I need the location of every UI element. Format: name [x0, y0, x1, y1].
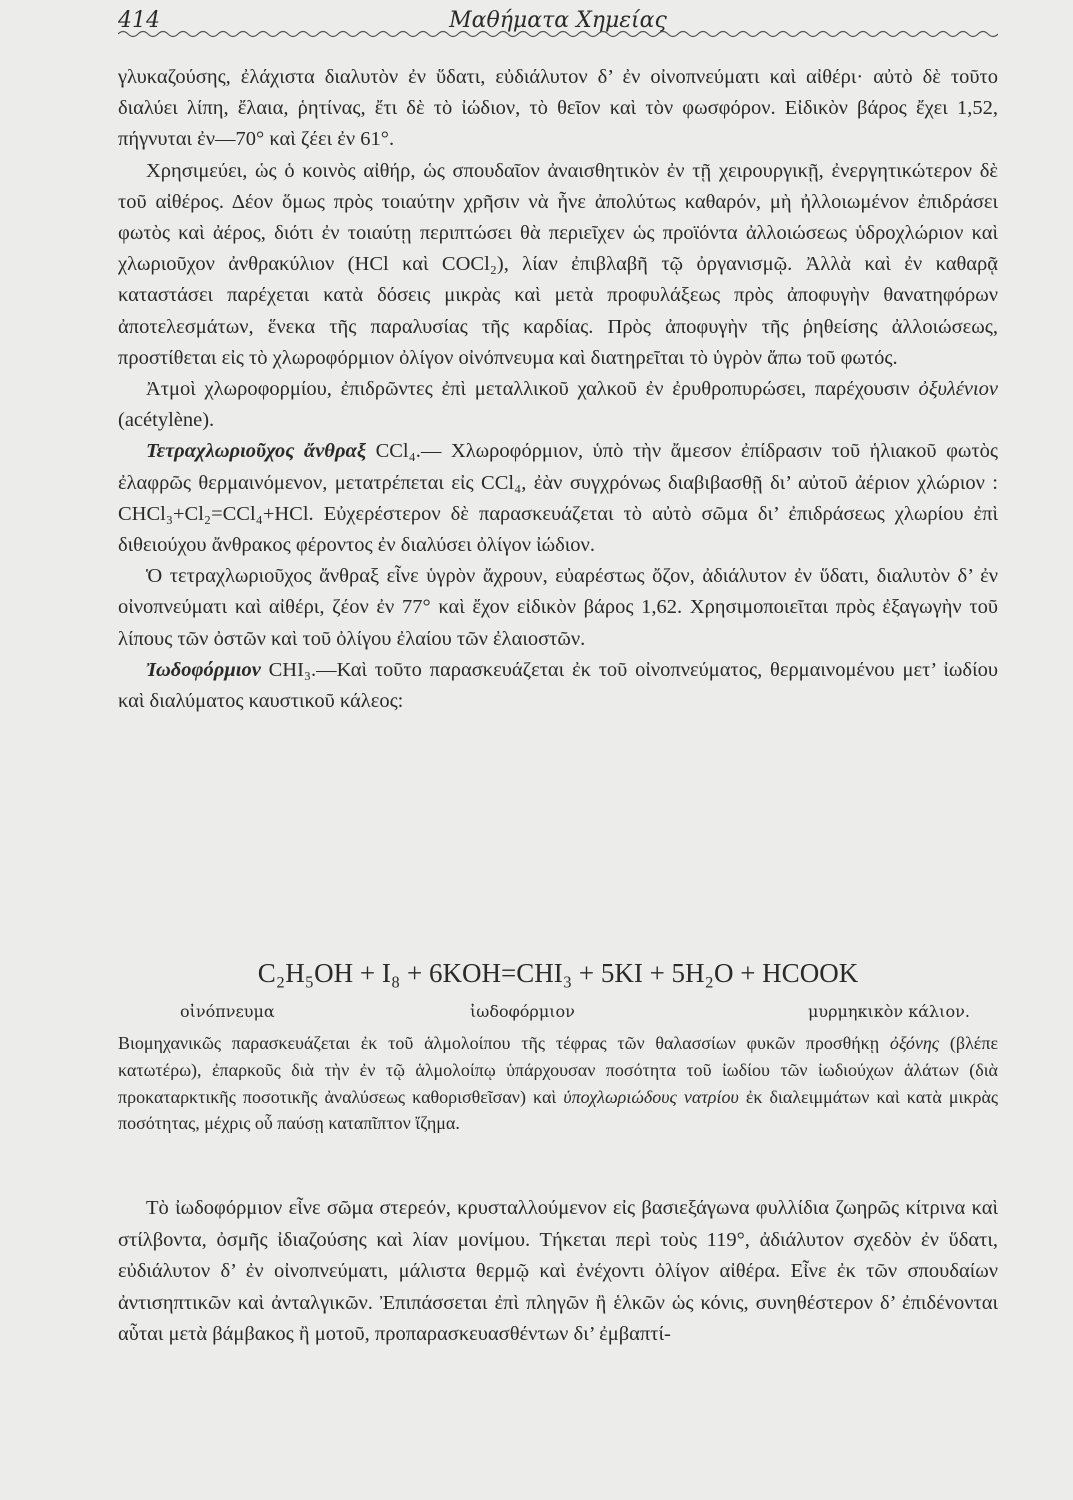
paragraph	[118, 436, 998, 561]
small-print-text	[118, 1030, 998, 1137]
paragraph	[118, 655, 998, 717]
header-rule	[118, 28, 998, 40]
italic-term: ὀξόνης	[889, 1033, 940, 1053]
main-text	[118, 62, 998, 717]
paragraph-text: Βιομηχανικῶς παρασκευάζεται ἐκ τοῦ ἁλμολοίπου τῆς τέφρας τῶν θαλασσίων φυκῶν προσθήκῃ	[118, 1033, 880, 1053]
chemical-equation: C₂H₅OH + I₈ + 6KOH=CHI₃ + 5KI + 5H₂O + HCOOK	[257, 958, 859, 988]
paragraph	[118, 374, 998, 436]
paragraph: Τὸ ἰωδοφόρμιον εἶνε σῶμα στερεόν, κρυσταλλούμενον εἰς βασιεξάγωνα φυλλίδια ζωηρῶς κίτρινα καὶ στίλβοντα, ὀσμῆς ἰδιαζούσης καὶ λίαν μονίμου. Τήκεται περὶ τοὺς 119°, ἀδιάλυτον σχεδὸν ἐν ὕδατι, εὐδιάλυτον δ’ ἐν οἰνοπνεύματι, μάλιστα θερμῷ καὶ ἐνέχοντι ὀλίγον αἰθέρα. Εἶνε ἐκ τῶν σπουδαίων ἀντισηπτικῶν καὶ ἀνταλγικῶν. Ἐπιπάσσεται ἐπὶ πληγῶν ἢ ἑλκῶν ὡς κόνις, συνηθέστερον δ’ ἐπιδένονται αὗται μετὰ βάμβακος ἢ μοτοῦ, προπαρασκευασθέντων δι’ ἐμβαπτί-	[118, 1197, 998, 1345]
paragraph-text: (acétylène).	[118, 409, 215, 432]
paragraph	[118, 1030, 998, 1137]
paragraph-text: CCl₄.— Χλωροφόρμιον, ὑπὸ τὴν ἄμεσον ἐπίδρασιν τοῦ ἡλιακοῦ φωτὸς ἐλαφρῶς θερμαινόμενον, μετατρέπεται εἰς CCl₄, ἐὰν συγχρόνως διαβιβασθῇ δι’ αὐτοῦ ἀέριον χλώριον : CHCl₃+Cl₂=CCl₄+HCl. Εὐχερέστερον δὲ παρασκευάζεται τὸ αὐτὸ σῶμα δι’ ἐπιδράσεως χλωρίου ἐπὶ διθειούχου ἄνθρακος φέροντος ἐν διαλύσει ὀλίγον ἰώδιον.	[118, 440, 998, 557]
paragraph: Χρησιμεύει, ὡς ὁ κοινὸς αἰθήρ, ὡς σπουδαῖον ἀναισθητικὸν ἐν τῇ χειρουργικῇ, ἐνεργητικώτερον δὲ τοῦ αἰθέρος. Δέον ὅμως πρὸς τοιαύτην χρῆσιν νὰ ἦνε ἀπολύτως καθαρόν, μὴ ἠλλοιωμένον ἐπιδράσει φωτὸς καὶ ἀέρος, διότι ἐν τοιαύτῃ περιπτώσει θὰ περιεῖχεν ὡς προϊόντα ἀλλοιώσεως ὑδροχλώριον καὶ χλωριοῦχον ἀνθρακύλιον (HCl καὶ COCl₂), λίαν ἐπιβλαβῆ τῷ ὀργανισμῷ. Ἀλλὰ καὶ ἐν καθαρᾷ καταστάσει παρέχεται κατὰ δόσεις μικρὰς καὶ μετὰ προφυλάξεως πρὸς ἀποφυγὴν θανατηφόρων ἀποτελεσμάτων, ἕνεκα τῆς παραλυσίας τῆς καρδίας. Πρὸς ἀποφυγὴν τῆς ῥηθείσης ἀλλοιώσεως, προστίθεται εἰς τὸ χλωροφόρμιον ὀλίγον οἰνόπνευμα καὶ διατηρεῖται τὸ ὑγρὸν ἄπω τοῦ φωτός.	[118, 159, 998, 369]
running-title: Μαθήματα Χημείας	[449, 8, 667, 33]
paragraph: Ὁ τετραχλωριοῦχος ἄνθραξ εἶνε ὑγρὸν ἄχρουν, εὐαρέστως ὄζον, ἀδιάλυτον ἐν ὕδατι, διαλυτὸν δ’ ἐν οἰνοπνεύματι καὶ αἰθέρι, ζέον ἐν 77° καὶ ἔχον εἰδικὸν βάρος 1,62. Χρησιμοποιεῖται πρὸς ἐξαγωγὴν τοῦ λίπους τῶν ὀστῶν καὶ τοῦ ὀλίγου ἐλαίου τῶν ἐλαιοστῶν.	[118, 565, 998, 650]
equation-labels	[118, 1002, 998, 1026]
equation-label: οἰνόπνευμα	[180, 1002, 275, 1021]
paragraph: γλυκαζούσης, ἐλάχιστα διαλυτὸν ἐν ὕδατι, εὐδιάλυτον δ’ ἐν οἰνοπνεύματι καὶ αἰθέρι· αὐτὸ δὲ τοῦτο διαλύει λίπη, ἔλαια, ῥητίνας, ἔτι δὲ τὸ ἰώδιον, τὸ θεῖον καὶ τὸν φωσφόρον. Εἰδικὸν βάρος ἔχει 1,52, πήγνυται ἐν—70° καὶ ζέει ἐν 61°.	[118, 66, 998, 151]
equation-label: ἰωδοφόρμιον	[470, 1002, 575, 1021]
page-number: 414	[118, 8, 160, 33]
section-heading: Τετραχλωριοῦχος ἄνθραξ	[146, 440, 367, 463]
section-heading: Ἰωδοφόρμιον	[146, 658, 261, 681]
paragraph-text: (βλέπε κατωτέρω), ἐπαρκοῦς διὰ τὴν ἐν τῷ ἁλμολοίπῳ ὑπάρχουσαν ποσότητα τοῦ ἰωδίου τῶν ἰωδιούχων ἁλάτων (διὰ προκαταρκτικῆς ποσοτικῆς ἀναλύσεως καθορισθεῖσαν) καὶ	[118, 1033, 999, 1107]
italic-term: ὀξυλένιον	[918, 378, 999, 401]
paragraph-text: CHI₃.—Καὶ τοῦτο παρασκευάζεται ἐκ τοῦ οἰνοπνεύματος, θερμαινομένου μετ’ ἰωδίου καὶ διαλύματος καυστικοῦ κάλεος:	[118, 658, 998, 713]
paragraph-text: ἐκ διαλειμμάτων καὶ κατὰ μικρὰς ποσότητας, μέχρις οὗ παύσῃ καταπῖπτον ἴζημα.	[118, 1086, 999, 1134]
paragraph-text: Ἀτμοὶ χλωροφορμίου, ἐπιδρῶντες ἐπὶ μεταλλικοῦ χαλκοῦ ἐν ἐρυθροπυρώσει, παρέχουσιν	[146, 378, 910, 401]
equation-label: μυρμηκικὸν κάλιον.	[808, 1002, 970, 1021]
italic-term: ὑποχλωριώδους νατρίου	[563, 1086, 739, 1107]
final-text	[118, 1193, 998, 1351]
